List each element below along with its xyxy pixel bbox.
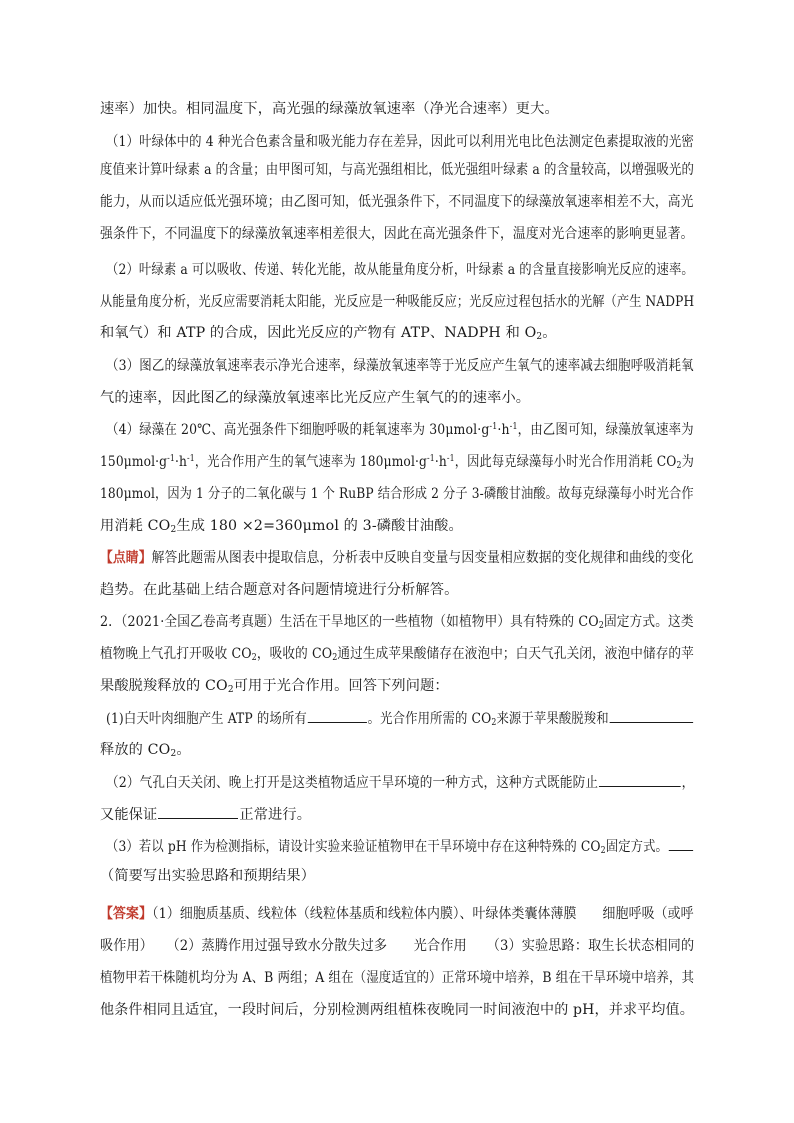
text-line: 【答案】（1）细胞质基质、线粒体（线粒体基质和线粒体内膜）、叶绿体类囊体薄膜 细胞呼吸（或呼: [100, 906, 694, 922]
text-line: 从能量角度分析，光反应需要消耗太阳能，光反应是一种吸能反应；光反应过程包括水的光解（产生 NADPH: [100, 294, 695, 310]
text-line: （1）叶绿体中的 4 种光合色素含量和吸光能力存在差异，因此可以利用光电比色法测定色素提取液的光密: [106, 134, 694, 150]
text-line: 用消耗 $CO_2$生成 180 ×2=360μmol 的 3-磷酸甘油酸。: [100, 518, 463, 535]
text-line: 气的速率，因此图乙的绿藻放氧速率比光反应产生氧气的的速率小。: [100, 390, 531, 406]
text-line: 度值来计算叶绿素 a 的含量；由甲图可知，与高光强组相比，低光强组叶绿素 a 的含量较高，以增强吸光的: [100, 162, 695, 178]
text-line: 果酸脱羧释放的 $CO_2$可用于光合作用。回答下列问题：: [100, 678, 449, 695]
text-line: 【点睛】解答此题需从图表中提取信息，分析表中反映自变量与因变量相应数据的变化规律和曲线的变化: [100, 550, 694, 566]
text-line: $150\mu mol\cdot g^{-1}\cdot h^{-1}$，光合作用产生的氧气速率为 $180\mu mol\cdot g^{-1}\cdot h^{-1}$，因此每克绿藻每小时光合作用消耗 $CO_2$为: [100, 454, 694, 471]
text-line: （3）图乙的绿藻放氧速率表示净光合速率，绿藻放氧速率等于光反应产生氧气的速率减去细胞呼吸消耗氧: [106, 358, 694, 374]
text-line: （2）叶绿素 a 可以吸收、传递、转化光能，故从能量角度分析，叶绿素 a 的含量直接影响光反应的速率。: [106, 262, 694, 278]
tip-label: 【点睛】: [100, 550, 152, 566]
text-line: 速率）加快。相同温度下，高光强的绿藻放氧速率（净光合速率）更大。: [100, 101, 559, 117]
text-line: 180μmol，因为 1 分子的二氧化碳与 1 个 RuBP 结合形成 2 分子 3-磷酸甘油酸。故每克绿藻每小时光合作: [100, 486, 694, 502]
answer-blank[interactable]: [308, 708, 367, 723]
text-line: 和氧气）和 ATP 的合成，因此光反应的产物有 ATP、NADPH 和 $O_2$。: [100, 325, 557, 342]
answer-blank[interactable]: [158, 804, 238, 819]
text-line: 吸作用） （2）蒸腾作用过强导致水分散失过多 光合作用 （3）实验思路：取生长状态相同的: [100, 938, 695, 954]
text-line: 能力，从而以适应低光强环境；由乙图可知，低光强条件下，不同温度下的绿藻放氧速率相差不大，高光: [100, 194, 694, 210]
question-title: 2．（2021·全国乙卷高考真题）生活在干旱地区的一些植物（如植物甲）具有特殊的 $CO_2$固定方式。这类: [100, 614, 694, 631]
answer-blank[interactable]: [599, 772, 681, 787]
text-line: （4）绿藻在 20℃、高光强条件下细胞呼吸的耗氧速率为 $30\mu mol\cdot g^{-1}\cdot h^{-1}$，由乙图可知，绿藻放氧速率为: [106, 422, 694, 438]
text-line: （2）气孔白天关闭、晚上打开是这类植物适应干旱环境的一种方式，这种方式既能防止 ，: [106, 772, 694, 792]
text-line: (1)白天叶肉细胞产生 ATP 的场所有 。光合作用所需的 $CO_2$来源于苹果酸脱羧和: [106, 708, 694, 728]
text-line: （简要写出实验思路和预期结果）: [100, 868, 316, 884]
text-line: 植物甲若干株随机均分为 A、B 两组；A 组在（湿度适宜的）正常环境中培养，B 组在干旱环境中培养，其: [100, 970, 695, 986]
answer-blank[interactable]: [669, 836, 693, 851]
text-line: （3）若以 pH 作为检测指标，请设计实验来验证植物甲在干旱环境中存在这种特殊的 $CO_2$固定方式。: [106, 836, 694, 856]
answer-blank[interactable]: [610, 708, 694, 723]
text-line: 强条件下，不同温度下的绿藻放氧速率相差很大，因此在高光强条件下，温度对光合速率的影响更显著。: [100, 226, 694, 242]
text-line: 植物晚上气孔打开吸收 $CO_2$，吸收的 $CO_2$通过生成苹果酸储存在液泡中；白天气孔关闭，液泡中储存的苹: [100, 646, 694, 663]
text-line: 他条件相同且适宜，一段时间后，分别检测两组植株夜晚同一时间液泡中的 pH，并求平均值。: [100, 1002, 694, 1018]
text-line: 趋势。在此基础上结合题意对各问题情境进行分析解答。: [100, 582, 459, 598]
text-line: 释放的 $CO_2$。: [100, 742, 191, 759]
text-line: 又能保证 正常进行。: [100, 804, 311, 824]
answer-label: 【答案】: [100, 906, 153, 922]
